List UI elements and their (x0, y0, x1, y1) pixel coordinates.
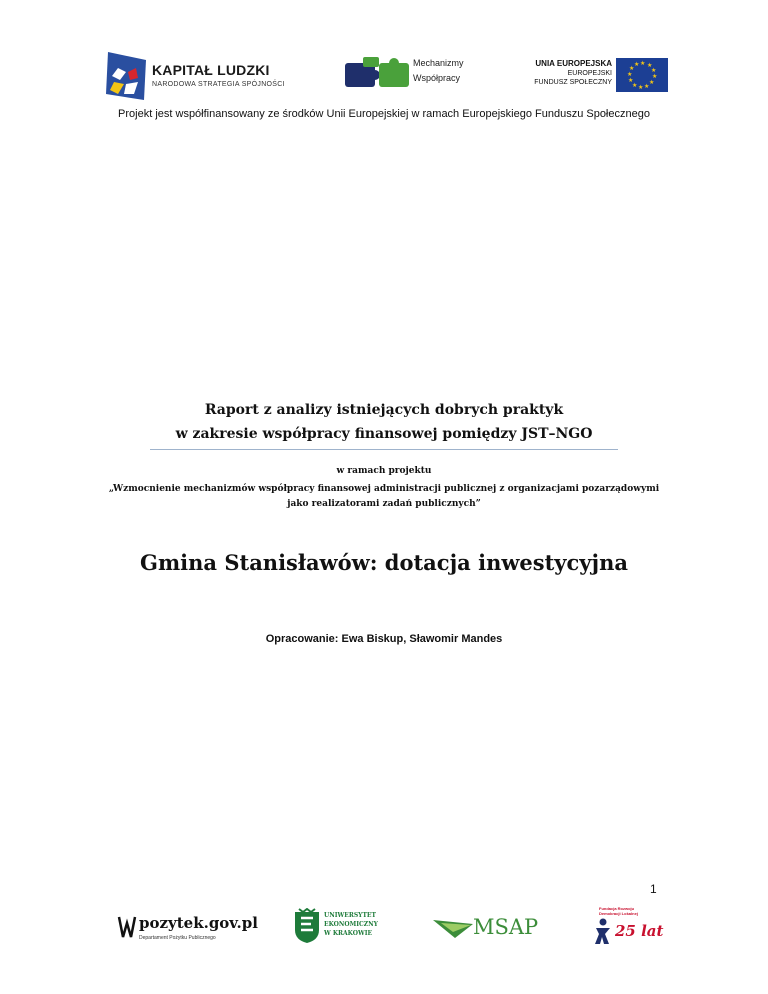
puzzle-icon (343, 55, 411, 95)
uek-line1: UNIWERSYTET (324, 912, 376, 919)
kapital-ludzki-title: KAPITAŁ LUDZKI (152, 62, 270, 78)
project-name (0, 482, 768, 512)
pozytek-name: pozytek.gov.pl (139, 914, 258, 932)
wspolpracy-label: Współpracy (413, 73, 461, 83)
kapital-ludzki-subtitle: NARODOWA STRATEGIA SPÓJNOŚCI (152, 81, 285, 88)
svg-text:★: ★ (647, 62, 653, 69)
eu-line1: UNIA EUROPEJSKA (535, 59, 612, 68)
report-title (0, 398, 768, 446)
svg-text:★: ★ (640, 60, 646, 67)
eu-flag-icon (616, 58, 668, 92)
svg-text:★: ★ (649, 79, 655, 86)
project-name-line2: jako realizatorami zadań publicznych” (287, 499, 481, 509)
eu-line3: FUNDUSZ SPOŁECZNY (534, 79, 612, 86)
page-number: 1 (650, 882, 657, 896)
svg-text:★: ★ (627, 71, 633, 78)
fundacja-years: 25 lat (615, 922, 664, 940)
project-lead: w ramach projektu (336, 466, 432, 476)
fundacja-figure-icon (593, 918, 613, 946)
main-title: Gmina Stanisławów: dotacja inwestycyjna (140, 550, 628, 575)
kapital-ludzki-logo (104, 50, 285, 105)
pozytek-logo (117, 911, 258, 945)
authors: Opracowanie: Ewa Biskup, Sławomir Mandes (265, 633, 503, 645)
fundacja-rdl-logo (593, 906, 664, 948)
fundacja-line2: Demokracji Lokalnej (599, 911, 638, 916)
msap-name: MSAP (473, 915, 539, 939)
mechanizmy-wspolpracy-logo (343, 55, 493, 95)
cofinancing-note: Projekt jest współfinansowany ze środków Unii Europejskiej w ramach Europejskiego Funduszu Społecznego (118, 108, 650, 120)
svg-text:★: ★ (644, 83, 650, 90)
title-divider (150, 449, 618, 450)
uek-emblem-icon (293, 908, 321, 944)
mechanizmy-label: Mechanizmy (413, 58, 464, 68)
uek-logo (293, 906, 378, 946)
pozytek-heart-icon (117, 913, 137, 943)
pozytek-sub: Departament Pożytku Publicznego (139, 935, 216, 941)
svg-text:★: ★ (628, 77, 634, 84)
fundacja-line1: Fundacja Rozwoju (599, 906, 635, 911)
svg-text:★: ★ (638, 84, 644, 91)
report-title-line1: Raport z analizy istniejących dobrych praktyk (204, 402, 564, 418)
project-name-line1: „Wzmocnienie mechanizmów współpracy finansowej administracji publicznej z organizacjami pozarządowymi (108, 484, 660, 494)
svg-text:★: ★ (629, 65, 635, 72)
eu-line2: EUROPEJSKI (567, 70, 612, 77)
report-title-line2: w zakresie współpracy finansowej pomiędzy JST–NGO (175, 426, 593, 442)
uek-line3: W KRAKOWIE (324, 930, 373, 937)
msap-logo (433, 914, 538, 940)
svg-text:★: ★ (651, 67, 657, 74)
msap-arrow-icon (433, 914, 477, 940)
svg-text:★: ★ (652, 73, 658, 80)
kapital-ludzki-emblem-icon (104, 50, 150, 105)
svg-text:★: ★ (632, 82, 638, 89)
svg-text:★: ★ (634, 61, 640, 68)
uek-line2: EKONOMICZNY (324, 921, 378, 928)
eu-efs-logo (528, 58, 668, 94)
